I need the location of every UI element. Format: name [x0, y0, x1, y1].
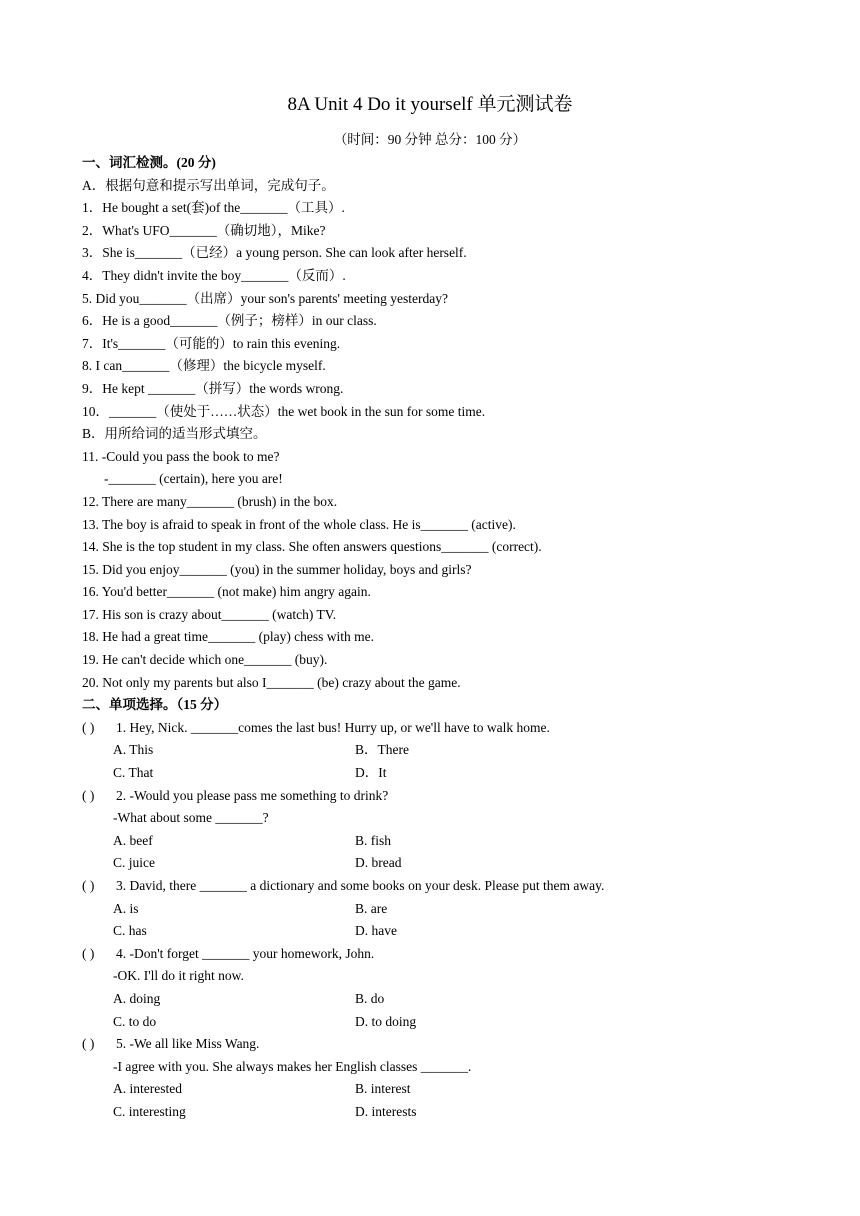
page-subtitle: （时间：90 分钟 总分：100 分）: [333, 132, 527, 147]
exam-content: [82, 152, 782, 1124]
vocab-item-6: 6．He is a good_______（例子；榜样）in our class.: [82, 313, 377, 329]
vocab-item-4: 4．They didn't invite the boy_______（反而）.: [82, 267, 346, 283]
option-d: D．It: [355, 765, 387, 781]
answer-blank[interactable]: ( ): [82, 945, 95, 961]
mc-question-2: [82, 785, 782, 808]
mc-question-1: [82, 717, 782, 740]
form-item-17: 17. His son is crazy about_______ (watch) TV.: [82, 606, 337, 622]
form-item-11: 11. -Could you pass the book to me?: [82, 448, 280, 464]
option-a: A. beef: [113, 832, 153, 848]
form-item-12: 12. There are many_______ (brush) in the box.: [82, 493, 338, 509]
form-item-11-reply: -_______ (certain), here you are!: [104, 471, 283, 487]
vocab-item-10: 10．_______（使处于……状态）the wet book in the sun for some time.: [82, 403, 486, 419]
options-row: [82, 988, 782, 1011]
mc-question-5: [82, 1033, 782, 1056]
question-stem: 5. -We all like Miss Wang.: [116, 1036, 260, 1052]
option-d: D. have: [355, 923, 397, 939]
option-a: A. interested: [113, 1081, 182, 1097]
options-row: [82, 1011, 782, 1034]
vocab-item-1: 1．He bought a set(套)of the_______（工具）.: [82, 200, 345, 216]
question-reply: -What about some _______?: [113, 810, 269, 826]
answer-blank[interactable]: ( ): [82, 1036, 95, 1052]
mc-question-4: [82, 943, 782, 966]
options-row: [82, 852, 782, 875]
option-d: D. interests: [355, 1103, 417, 1119]
option-b: B. do: [355, 990, 385, 1006]
options-row: [82, 898, 782, 921]
options-row: [82, 1078, 782, 1101]
vocab-item-2: 2．What's UFO_______（确切地），Mike?: [82, 222, 326, 238]
vocab-item-5: 5. Did you_______（出席）your son's parents' meeting yesterday?: [82, 290, 448, 306]
option-b: B. are: [355, 900, 388, 916]
question-reply: -I agree with you. She always makes her English classes _______.: [113, 1058, 472, 1074]
answer-blank[interactable]: ( ): [82, 878, 95, 893]
form-item-18: 18. He had a great time_______ (play) chess with me.: [82, 629, 375, 645]
section2-heading: 二、单项选择。（15 分）: [82, 697, 228, 713]
options-row: [82, 762, 782, 785]
option-c: C. That: [113, 765, 154, 781]
question-stem: 2. -Would you please pass me something to drink?: [116, 787, 389, 803]
form-item-20: 20. Not only my parents but also I_______ (be) crazy about the game.: [82, 674, 461, 690]
options-row: [82, 830, 782, 853]
option-b: B. interest: [355, 1081, 411, 1097]
option-b: B．There: [355, 742, 409, 758]
page-title: 8A Unit 4 Do it yourself 单元测试卷: [287, 94, 573, 115]
option-a: A. doing: [113, 990, 161, 1006]
vocab-item-7: 7．It's_______（可能的）to rain this evening.: [82, 335, 341, 351]
vocab-item-3: 3．She is_______（已经）a young person. She can look after herself.: [82, 245, 467, 261]
vocab-item-8: 8. I can_______（修理）the bicycle myself.: [82, 358, 326, 374]
option-b: B. fish: [355, 832, 392, 848]
option-c: C. to do: [113, 1013, 157, 1029]
options-row: [82, 1101, 782, 1124]
option-d: D. bread: [355, 855, 402, 871]
question-stem: 3. David, there _______ a dictionary and some books on your desk. Please put them away.: [116, 878, 605, 893]
form-item-19: 19. He can't decide which one_______ (buy).: [82, 652, 328, 668]
question-stem: 4. -Don't forget _______ your homework, John.: [116, 945, 375, 961]
partA-instruction: A．根据句意和提示写出单词，完成句子。: [82, 177, 335, 193]
form-item-13: 13. The boy is afraid to speak in front of the whole class. He is_______ (active).: [82, 516, 516, 532]
options-row: [82, 739, 782, 762]
partB-instruction: B．用所给词的适当形式填空。: [82, 426, 267, 442]
option-d: D. to doing: [355, 1013, 417, 1029]
vocab-item-9: 9．He kept _______（拼写）the words wrong.: [82, 380, 344, 396]
form-item-14: 14. She is the top student in my class. She often answers questions_______ (correct).: [82, 539, 542, 555]
form-item-15: 15. Did you enjoy_______ (you) in the summer holiday, boys and girls?: [82, 561, 472, 577]
question-reply: -OK. I'll do it right now.: [113, 968, 244, 984]
mc-question-3: [82, 875, 782, 898]
option-c: C. has: [113, 923, 147, 939]
section1-heading: 一、词汇检测。(20 分): [82, 155, 216, 170]
option-c: C. juice: [113, 855, 155, 871]
option-a: A. is: [113, 900, 139, 916]
option-a: A. This: [113, 742, 154, 758]
options-row: [82, 920, 782, 943]
option-c: C. interesting: [113, 1103, 186, 1119]
answer-blank[interactable]: ( ): [82, 787, 95, 803]
form-item-16: 16. You'd better_______ (not make) him angry again.: [82, 584, 371, 600]
answer-blank[interactable]: ( ): [82, 719, 95, 735]
question-stem: 1. Hey, Nick. _______comes the last bus! Hurry up, or we'll have to walk home.: [116, 719, 550, 735]
